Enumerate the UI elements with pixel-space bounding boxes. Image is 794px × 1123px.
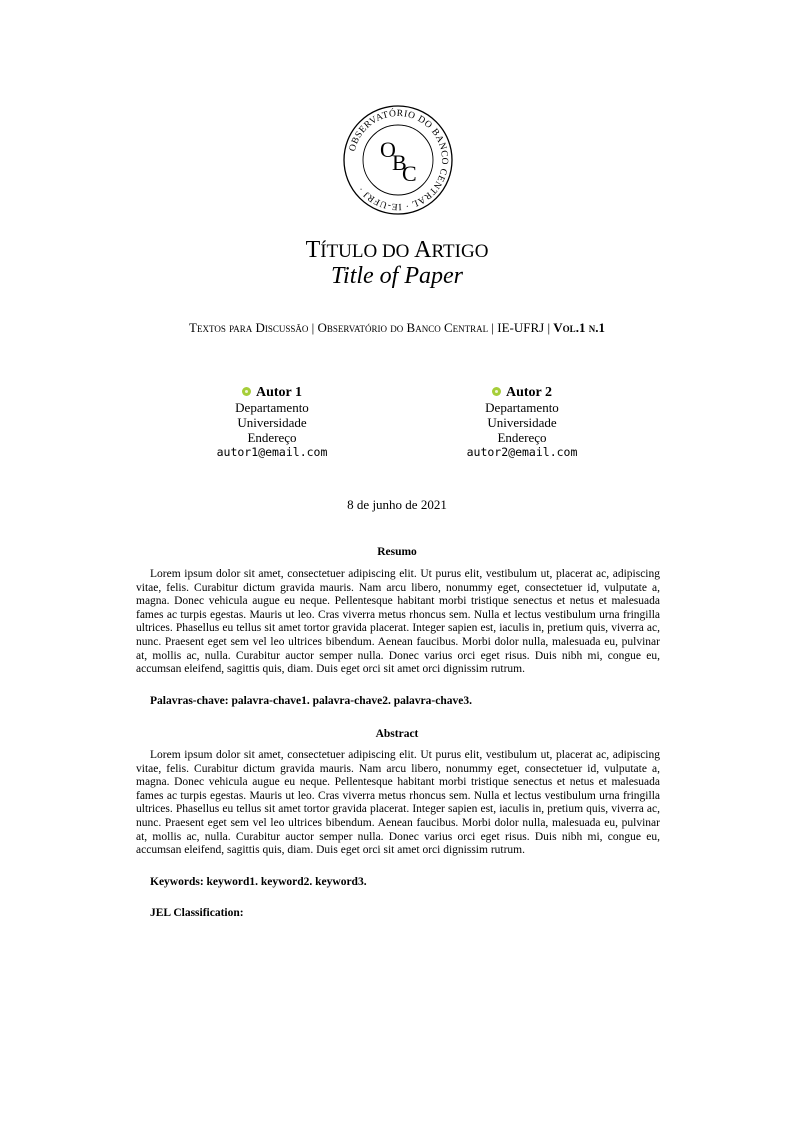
seal-monogram-c: C [402, 161, 417, 186]
publication-date: 8 de junho de 2021 [347, 497, 447, 512]
author-email[interactable]: autor1@email.com [216, 445, 328, 459]
resumo-keywords: Palavras-chave: palavra-chave1. palavra-chave2. palavra-chave3. [150, 695, 472, 707]
series-publisher: Observatório do Banco Central [317, 320, 489, 335]
observatorio-seal-logo [342, 104, 454, 216]
author-address: Endereço [497, 430, 547, 445]
series-name: Textos para Discussão [189, 320, 309, 335]
author-department: Departamento [235, 400, 309, 415]
abstract-text: Lorem ipsum dolor sit amet, consectetuer adipiscing elit. Ut purus elit, vestibulum ut, placerat ac, adipiscing vitae, felis. Curabitur dictum gravida mauris. Nam arcu libero, nonummy eget, consectetuer id, vulputate a, magna. Donec vehicula augue eu neque. Pellentesque habitant morbi tristique senectus et netus et malesuada fames ac turpis egestas. Mauris ut leo. Cras viverra metus rhoncus sem. Nulla et lectus vestibulum urna fringilla ultrices. Phasellus eu tellus sit amet tortor gravida placerat. Integer sapien est, iaculis in, pretium quis, viverra ac, nunc. Praesent eget sem vel leo ultrices bibendum. Aenean faucibus. Morbi dolor nulla, malesuada eu, pulvinar at, mollis ac, nulla. Curabitur auctor semper nulla. Donec varius orci eget risus. Duis nibh mi, congue eu, accumsan eleifend, sagittis quis, diam. Duis eget orci sit amet orci dignissim rutrum. [136, 749, 660, 857]
abstract-keywords: Keywords: keyword1. keyword2. keyword3. [150, 876, 367, 888]
seal-ring-text: OBSERVATÓRIO DO BANCO CENTRAL · IE-UFRJ · [347, 108, 450, 212]
title-pt-initial-2: A [414, 237, 432, 263]
series-institution: | IE-UFRJ | [488, 320, 554, 335]
abstract-heading: Abstract [375, 728, 419, 740]
series-line [0, 320, 794, 336]
title-pt-rest-2: RTIGO [431, 241, 489, 262]
author-department: Departamento [485, 400, 559, 415]
seal-monogram-b: B [392, 150, 407, 175]
jel-classification: JEL Classification: [150, 907, 244, 919]
title-pt-initial: T [305, 237, 321, 263]
author-university: Universidade [237, 415, 307, 430]
resumo-heading: Resumo [377, 546, 417, 558]
orcid-icon[interactable] [242, 387, 251, 396]
author-block-2 [422, 384, 622, 460]
seal-monogram-o: O [380, 137, 396, 162]
author-university: Universidade [487, 415, 557, 430]
author-block-1 [172, 384, 372, 460]
author-name: Autor 1 [255, 385, 303, 400]
author-name: Autor 2 [505, 385, 553, 400]
title-pt-rest: ÍTULO DO [320, 241, 415, 262]
series-separator: | [308, 320, 318, 335]
paper-title-english: Title of Paper [331, 263, 463, 289]
orcid-icon[interactable] [492, 387, 501, 396]
author-email[interactable]: autor2@email.com [466, 445, 578, 459]
author-address: Endereço [247, 430, 297, 445]
resumo-text: Lorem ipsum dolor sit amet, consectetuer adipiscing elit. Ut purus elit, vestibulum ut, placerat ac, adipiscing vitae, felis. Curabitur dictum gravida mauris. Nam arcu libero, nonummy eget, consectetuer id, vulputate a, magna. Donec vehicula augue eu neque. Pellentesque habitant morbi tristique senectus et netus et malesuada fames ac turpis egestas. Mauris ut leo. Cras viverra metus rhoncus sem. Nulla et lectus vestibulum urna fringilla ultrices. Phasellus eu tellus sit amet tortor gravida placerat. Integer sapien est, iaculis in, pretium quis, viverra ac, nunc. Praesent eget sem vel leo ultrices bibendum. Aenean faucibus. Morbi dolor nulla, malesuada eu, pulvinar at, mollis ac, nulla. Curabitur auctor semper nulla. Donec varius orci eget risus. Duis nibh mi, congue eu, accumsan eleifend, sagittis quis, diam. Duis eget orci sit amet orci dignissim rutrum. [136, 568, 660, 676]
series-volume: Vol.1 n.1 [553, 320, 605, 335]
